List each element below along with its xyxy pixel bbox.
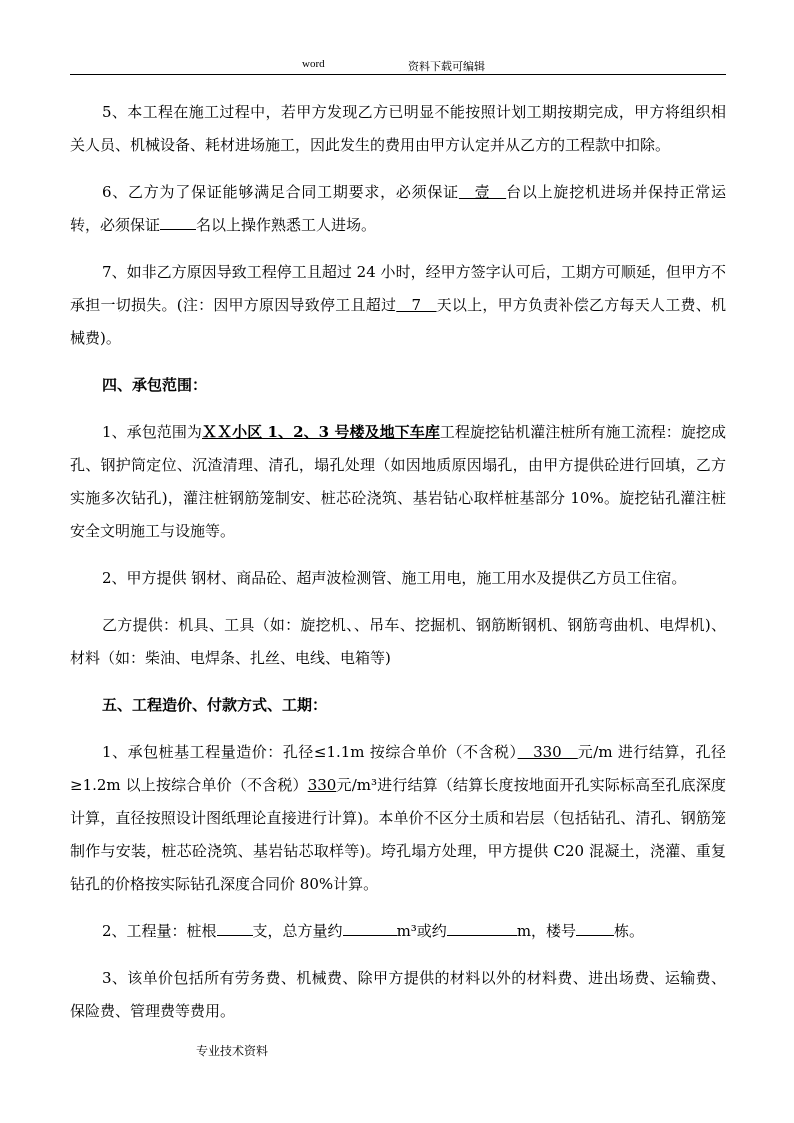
section-5-item-3: 3、该单价包括所有劳务费、机械费、除甲方提供的材料以外的材料费、进出场费、运输费、保险费、管理费等费用。	[70, 969, 726, 1020]
page-footer: 专业技术资料	[196, 1044, 269, 1058]
clause-7-text-a: 7、如非乙方原因导致工程停工且超过 24 小时，经甲方签字认可后，工期方可顺延，但甲方不承担一切损失。(注：因甲方原因导致停工且超过	[70, 263, 726, 314]
clause-6-text-c: 名以上操作熟悉工人进场。	[196, 216, 377, 234]
s5-item2-building-blank	[576, 921, 614, 936]
section-5-item-2	[70, 915, 726, 948]
clause-6-worker-blank	[160, 215, 196, 230]
section-4-heading: 四、承包范围：	[102, 376, 208, 394]
clause-5: 5、本工程在施工过程中，若甲方发现乙方已明显不能按照计划工期按期完成，甲方将组织相关人员、机械设备、耗材进场施工，因此发生的费用由甲方认定并从乙方的工程款中扣除。	[70, 103, 726, 154]
s5-item2-pile-blank	[217, 921, 253, 936]
section-5-item-1	[70, 736, 726, 901]
s4-item1-text-a: 1、承包范围为	[102, 423, 202, 441]
s5-item1-price-2: 330	[307, 776, 337, 794]
section-4-item-2: 2、甲方提供 钢材、商品砼、超声波检测管、施工用电，施工用水及提供乙方员工住宿。	[102, 569, 687, 587]
s5-item2-length-blank	[447, 921, 517, 936]
section-5-heading: 五、工程造价、付款方式、工期：	[102, 696, 328, 714]
section-4-item-1	[70, 416, 726, 548]
s5-item1-text-b: 元/m 进行结算，孔径≥1.2m 以上按综合单价（不含税）	[70, 743, 726, 794]
clause-7	[70, 256, 726, 355]
clause-6-machine-count: 壹	[458, 183, 507, 201]
s5-item2-text-c: m³或约	[396, 922, 447, 940]
page-header	[70, 58, 726, 75]
s5-item1-text-c: 元/m³进行结算（结算长度按地面开孔实际标高至孔底深度计算，直径按照设计图纸理论直接进行计算)。本单价不区分土质和岩层（包括钻孔、清孔、钢筋笼制作与安装，桩芯砼浇筑、基岩钻芯取样等)。垮孔塌方处理，甲方提供 C20 混凝土，浇灌、重复钻孔的价格按实际钻孔深度合同价 80%计算。	[70, 776, 727, 893]
s5-item2-text-b: 支，总方量约	[252, 922, 343, 940]
s5-item2-text-e: 栋。	[614, 922, 645, 940]
s5-item1-price-1: 330	[517, 743, 578, 761]
document-body	[70, 96, 726, 1042]
section-4-item-3: 乙方提供：机具、工具（如：旋挖机、、吊车、挖掘机、钢筋断钢机、钢筋弯曲机、电焊机)、材料（如：柴油、电焊条、扎丝、电线、电箱等)	[70, 616, 726, 667]
clause-6-text-b: 台以上旋挖机进场并保持正常运转，必须保证	[70, 183, 726, 234]
clause-7-text-b: 天以上，甲方负责补偿乙方每天人工费、机械费)。	[70, 296, 727, 347]
header-left: word	[302, 58, 325, 70]
clause-6-text-a: 6、乙方为了保证能够满足合同工期要求，必须保证	[102, 183, 459, 201]
s5-item2-text-d: m，楼号	[516, 922, 577, 940]
s4-item1-project-name: ＸＸ小区 1、2、3 号楼及地下车库	[202, 423, 440, 441]
s5-item1-text-a: 1、承包桩基工程量造价：孔径≤1.1m 按综合单价（不含税）	[102, 743, 518, 761]
header-right: 资料下载可编辑	[408, 60, 485, 73]
clause-6	[70, 176, 726, 242]
s5-item2-text-a: 2、工程量：桩根	[102, 922, 217, 940]
s5-item2-volume-blank	[343, 921, 397, 936]
clause-7-days: 7	[396, 296, 437, 314]
s4-item1-text-b: 工程旋挖钻机灌注桩所有施工流程：旋挖成孔、钢护筒定位、沉渣清理、清孔，塌孔处理（如因地质原因塌孔，由甲方提供砼进行回填，乙方实施多次钻孔)，灌注桩钢筋笼制安、桩芯砼浇筑、基岩钻心取样桩基部分 10%。旋挖钻孔灌注桩安全文明施工与设施等。	[70, 423, 726, 540]
